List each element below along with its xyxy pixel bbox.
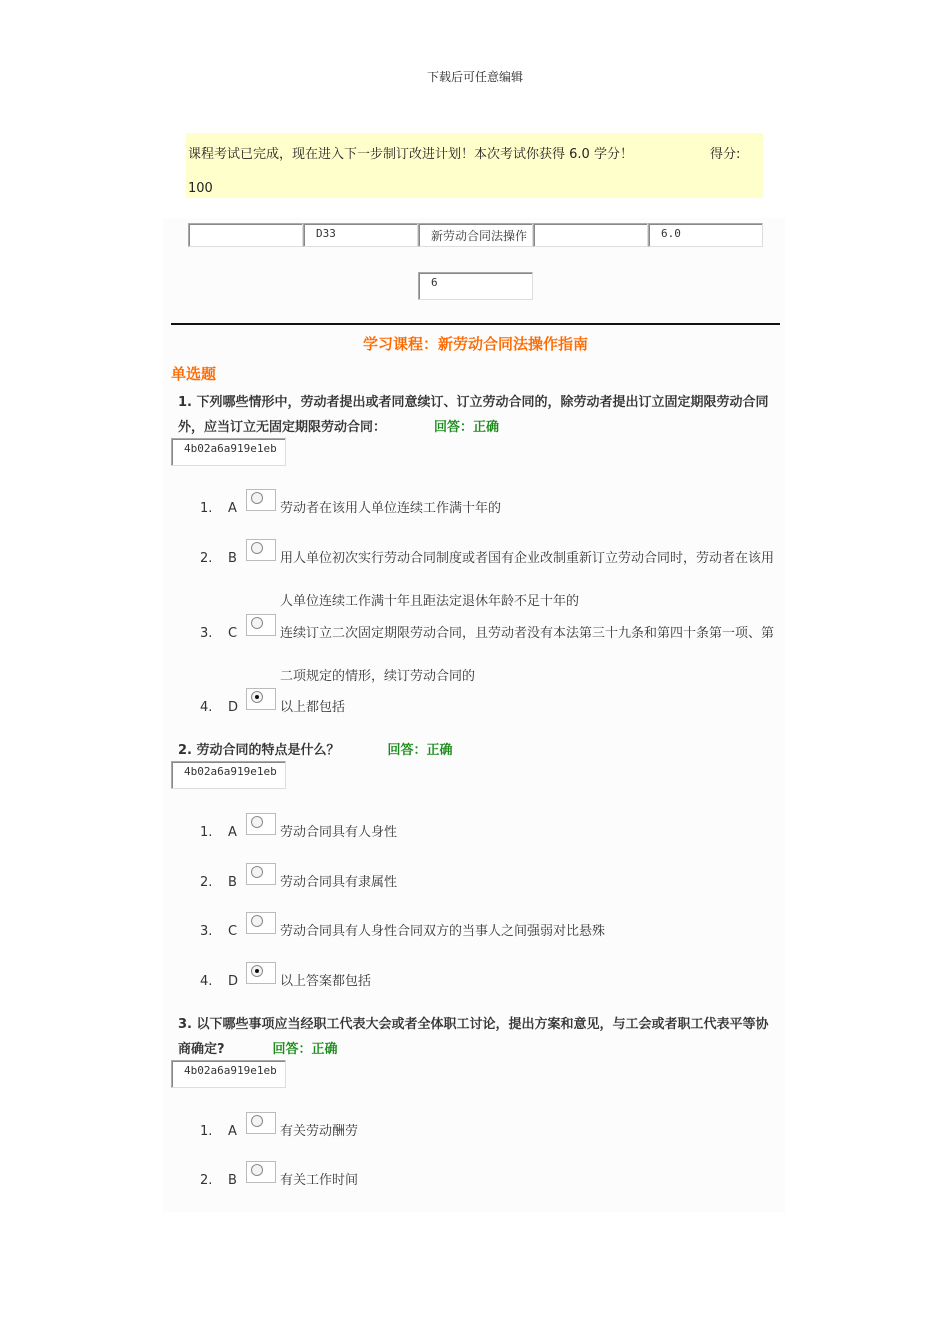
option-number: 2.: [200, 551, 213, 566]
radio-unselected-icon: [251, 866, 263, 878]
option-text: 劳动合同具有隶属性: [280, 875, 398, 890]
score-label: 得分:: [710, 147, 741, 162]
course-name-cell: 新劳动合同法操作: [418, 223, 533, 247]
option-text: 以上答案都包括: [280, 974, 372, 989]
question-text: 2. 劳动合同的特点是什么？: [178, 743, 340, 758]
radio-button[interactable]: [246, 912, 276, 934]
question-code: 4b02a6a919e1eb: [171, 1060, 286, 1088]
option-text: 用人单位初次实行劳动合同制度或者国有企业改制重新订立劳动合同时，劳动者在该用人单位连续工作满十年且距法定退休年龄不足十年的: [280, 551, 775, 609]
option-text: 连续订立二次固定期限劳动合同，且劳动者没有本法第三十九条和第四十条第一项、第二项规定的情形，续订劳动合同的: [280, 626, 775, 684]
option-letter: B: [228, 1173, 237, 1188]
option-number: 2.: [200, 875, 213, 890]
option-letter: A: [228, 1124, 237, 1139]
question-code: 4b02a6a919e1eb: [171, 761, 286, 789]
radio-unselected-icon: [251, 915, 263, 927]
question-3: [178, 1012, 770, 1062]
radio-button[interactable]: [246, 614, 276, 636]
option-text: 劳动合同具有人身性合同双方的当事人之间强弱对比悬殊: [280, 924, 606, 939]
question-2: [178, 738, 770, 763]
score-value: 100: [188, 181, 213, 196]
exam-complete-notice: [186, 133, 763, 198]
divider: [171, 323, 780, 325]
radio-unselected-icon: [251, 492, 263, 504]
header-note: 下载后可任意编辑: [426, 70, 523, 84]
question-1: [178, 390, 770, 440]
option-letter: B: [228, 551, 237, 566]
option-letter: A: [228, 825, 237, 840]
radio-button[interactable]: [246, 813, 276, 835]
option-text: 劳动合同具有人身性: [280, 825, 398, 840]
answer-status: 回答：正确: [434, 420, 500, 435]
summary-cell: [188, 223, 303, 247]
option-number: 2.: [200, 1173, 213, 1188]
question-text: 3. 以下哪些事项应当经职工代表大会或者全体职工讨论，提出方案和意见，与工会或者职工代表平等协商确定?: [178, 1017, 769, 1057]
question-code: 4b02a6a919e1eb: [171, 438, 286, 466]
radio-button[interactable]: [246, 489, 276, 511]
option-number: 1.: [200, 825, 213, 840]
option-number: 1.: [200, 501, 213, 516]
option-text: 有关劳动酬劳: [280, 1124, 359, 1139]
course-code-cell: D33: [303, 223, 418, 247]
credit-cell: 6.0: [648, 223, 763, 247]
option-letter: C: [228, 924, 238, 939]
radio-button[interactable]: [246, 688, 276, 710]
option-letter: D: [228, 974, 239, 989]
radio-button[interactable]: [246, 1112, 276, 1134]
radio-button[interactable]: [246, 1161, 276, 1183]
option-letter: C: [228, 626, 238, 641]
answer-status: 回答：正确: [387, 743, 453, 758]
radio-selected-icon: [251, 691, 263, 703]
option-number: 3.: [200, 626, 213, 641]
option-letter: D: [228, 700, 239, 715]
option-number: 1.: [200, 1124, 213, 1139]
radio-button[interactable]: [246, 539, 276, 561]
radio-selected-icon: [251, 965, 263, 977]
summary-cell: [533, 223, 648, 247]
option-text: 以上都包括: [280, 700, 346, 715]
section-heading: 单选题: [171, 365, 217, 383]
question-text: 1. 下列哪些情形中，劳动者提出或者同意续订、订立劳动合同的，除劳动者提出订立固定期限劳动合同外，应当订立无固定期限劳动合同：: [178, 395, 769, 435]
radio-unselected-icon: [251, 816, 263, 828]
option-text: 有关工作时间: [280, 1173, 359, 1188]
option-letter: B: [228, 875, 237, 890]
option-number: 4.: [200, 974, 213, 989]
course-title: 学习课程：新劳动合同法操作指南: [362, 335, 588, 353]
option-letter: A: [228, 501, 237, 516]
option-number: 3.: [200, 924, 213, 939]
radio-button[interactable]: [246, 962, 276, 984]
radio-unselected-icon: [251, 542, 263, 554]
radio-button[interactable]: [246, 863, 276, 885]
answer-status: 回答：正确: [272, 1042, 338, 1057]
radio-unselected-icon: [251, 1115, 263, 1127]
radio-unselected-icon: [251, 1164, 263, 1176]
notice-message: 课程考试已完成，现在进入下一步制订改进计划！本次考试你获得 6.0 学分！: [188, 147, 633, 162]
count-cell: 6: [418, 272, 533, 300]
option-number: 4.: [200, 700, 213, 715]
option-text: 劳动者在该用人单位连续工作满十年的: [280, 501, 502, 516]
radio-unselected-icon: [251, 617, 263, 629]
